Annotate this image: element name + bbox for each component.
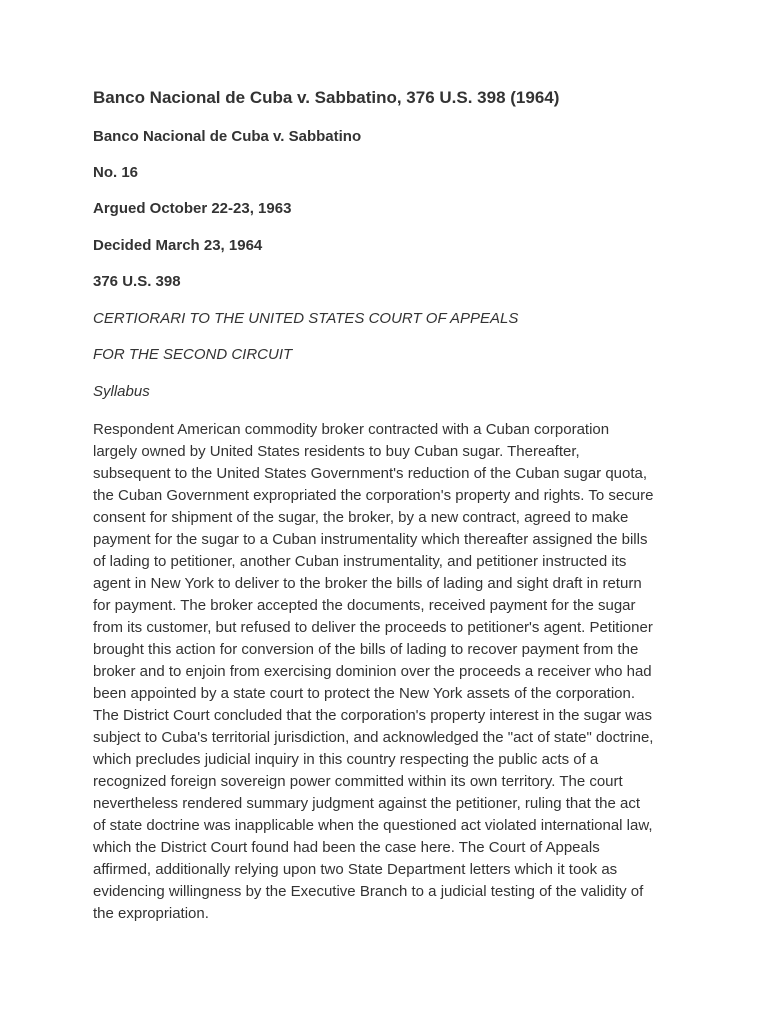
- syllabus-line: The District Court concluded that the corporation's property interest in the sugar was: [93, 707, 652, 724]
- syllabus-paragraph: [93, 419, 683, 925]
- certiorari-line-1: CERTIORARI TO THE UNITED STATES COURT OF APPEALS: [93, 310, 519, 327]
- syllabus-line: Respondent American commodity broker contracted with a Cuban corporation: [93, 421, 610, 438]
- case-number: No. 16: [93, 164, 139, 181]
- syllabus-line: subsequent to the United States Government's reduction of the Cuban sugar quota,: [93, 465, 648, 482]
- syllabus-line: consent for shipment of the sugar, the broker, by a new contract, agreed to make: [93, 509, 629, 526]
- syllabus-line: from its customer, but refused to deliver the proceeds to petitioner's agent. Petitioner: [93, 619, 653, 636]
- syllabus-line: broker and to enjoin from exercising dominion over the proceeds a receiver who had: [93, 663, 652, 680]
- syllabus-line: agent in New York to deliver to the broker the bills of lading and sight draft in return: [93, 575, 642, 592]
- syllabus-line: of state doctrine was inapplicable when the questioned act violated international law,: [93, 817, 653, 834]
- syllabus-line: the Cuban Government expropriated the corporation's property and rights. To secure: [93, 487, 654, 504]
- syllabus-line: the expropriation.: [93, 905, 209, 922]
- syllabus-line: largely owned by United States residents to buy Cuban sugar. Thereafter,: [93, 443, 580, 460]
- case-name: Banco Nacional de Cuba v. Sabbatino: [93, 128, 362, 145]
- syllabus-line: affirmed, additionally relying upon two State Department letters which it took as: [93, 861, 618, 878]
- syllabus-line: payment for the sugar to a Cuban instrumentality which thereafter assigned the bills: [93, 531, 648, 548]
- syllabus-line: of lading to petitioner, another Cuban instrumentality, and petitioner instructed its: [93, 553, 627, 570]
- decided-date: Decided March 23, 1964: [93, 237, 263, 254]
- syllabus-line: brought this action for conversion of the bills of lading to recover payment from the: [93, 641, 639, 658]
- syllabus-line: which precludes judicial inquiry in this country respecting the public acts of a: [93, 751, 599, 768]
- syllabus-line: been appointed by a state court to protect the New York assets of the corporation.: [93, 685, 636, 702]
- syllabus-line: subject to Cuba's territorial jurisdiction, and acknowledged the "act of state" doctrine,: [93, 729, 654, 746]
- syllabus-line: nevertheless rendered summary judgment against the petitioner, ruling that the act: [93, 795, 640, 812]
- syllabus-line: evidencing willingness by the Executive Branch to a judicial testing of the validity of: [93, 883, 644, 900]
- syllabus-line: which the District Court found had been the case here. The Court of Appeals: [93, 839, 600, 856]
- syllabus-label: Syllabus: [93, 383, 150, 400]
- document-title: Banco Nacional de Cuba v. Sabbatino, 376 U.S. 398 (1964): [93, 88, 560, 107]
- certiorari-line-2: FOR THE SECOND CIRCUIT: [93, 346, 293, 363]
- citation: 376 U.S. 398: [93, 273, 181, 290]
- syllabus-line: for payment. The broker accepted the documents, received payment for the sugar: [93, 597, 636, 614]
- argued-date: Argued October 22-23, 1963: [93, 200, 292, 217]
- syllabus-line: recognized foreign sovereign power committed within its own territory. The court: [93, 773, 623, 790]
